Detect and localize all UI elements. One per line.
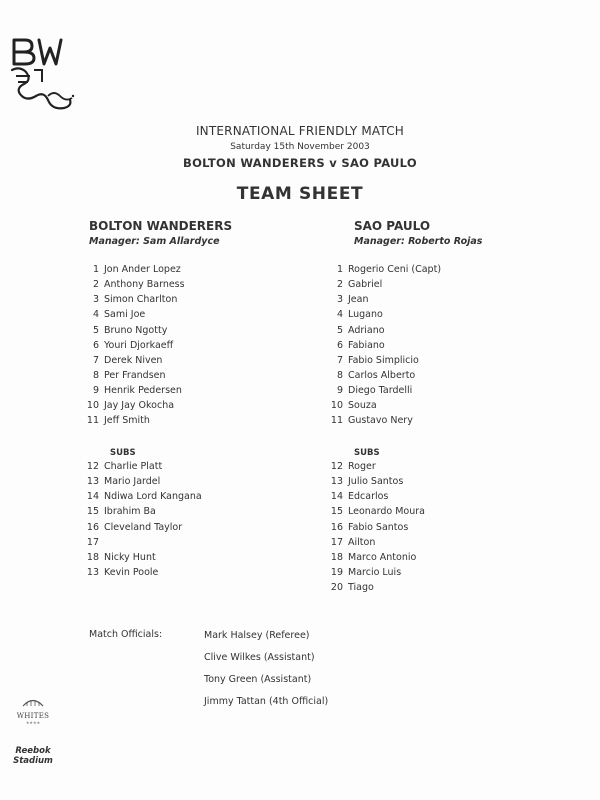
home-player-row	[83, 353, 185, 368]
shirt-number: 13	[86, 476, 99, 488]
shirt-number: 18	[330, 551, 343, 563]
away-player-row	[327, 292, 441, 307]
away-sub-row	[327, 520, 425, 535]
home-sub-row	[83, 520, 202, 535]
away-subs-heading: SUBS	[354, 448, 380, 458]
shirt-number: 5	[336, 324, 343, 336]
away-team-name: SAO PAULO	[354, 219, 431, 233]
away-player-row	[327, 277, 441, 292]
team-sheet-title: TEAM SHEET	[236, 184, 364, 204]
shirt-number: 16	[86, 521, 99, 533]
player-name: Gabriel	[348, 279, 383, 291]
shirt-number: 6	[92, 339, 99, 351]
shirt-number: 7	[92, 354, 99, 366]
club-crest-logo	[8, 36, 80, 136]
shirt-number: 3	[336, 294, 343, 306]
away-player-row	[327, 338, 441, 353]
shirt-number: 15	[86, 506, 99, 518]
shirt-number: 1	[92, 264, 99, 275]
hotel-logo-text: WHITES	[16, 712, 50, 720]
player-name: Souza	[348, 400, 377, 412]
home-subs-heading: SUBS	[110, 448, 136, 458]
official-assistant-1: Clive Wilkes (Assistant)	[204, 652, 315, 663]
shirt-number: 15	[330, 506, 343, 518]
player-name: Nicky Hunt	[104, 551, 156, 563]
shirt-number: 4	[92, 309, 99, 321]
player-name: Roger	[348, 461, 376, 472]
away-player-row	[327, 368, 441, 383]
hotel-stars-icon: ★★★★	[25, 720, 41, 725]
player-name: Jean	[348, 294, 369, 306]
player-name: Fabiano	[348, 339, 385, 351]
official-referee: Mark Halsey (Referee)	[204, 630, 310, 641]
away-sub-row	[327, 489, 425, 504]
home-sub-row	[83, 565, 202, 580]
home-sub-row	[83, 535, 202, 550]
home-sub-row	[83, 550, 202, 565]
shirt-number: 16	[330, 521, 343, 533]
shirt-number: 5	[92, 324, 99, 336]
shirt-number: 7	[336, 354, 343, 366]
shirt-number: 13	[86, 566, 99, 578]
away-player-row	[327, 262, 441, 277]
home-lineup-list	[83, 262, 185, 429]
player-name: Mario Jardel	[104, 476, 161, 488]
away-player-row	[327, 353, 441, 368]
away-sub-row	[327, 459, 425, 474]
home-sub-row	[83, 504, 202, 519]
shirt-number: 1	[336, 264, 343, 275]
home-player-row	[83, 368, 185, 383]
player-name: Ibrahim Ba	[104, 506, 156, 518]
home-sub-row	[83, 459, 202, 474]
player-name: Per Frandsen	[104, 369, 166, 381]
shirt-number: 12	[86, 461, 99, 472]
shirt-number: 6	[336, 339, 343, 351]
player-name: Charlie Platt	[104, 461, 163, 472]
away-player-row	[327, 413, 441, 428]
home-subs-list	[83, 459, 202, 580]
away-player-row	[327, 383, 441, 398]
home-player-row	[83, 262, 185, 277]
home-sub-row	[83, 489, 202, 504]
shirt-number: 9	[336, 385, 343, 397]
shirt-number: 19	[330, 566, 343, 578]
shirt-number: 9	[92, 385, 99, 397]
home-player-row	[83, 277, 185, 292]
shirt-number: 18	[86, 551, 99, 563]
player-name: Fabio Simplicio	[348, 354, 419, 366]
away-subs-list	[327, 459, 425, 595]
player-name: Edcarlos	[348, 491, 389, 503]
shirt-number: 11	[330, 415, 343, 427]
player-name: Kevin Poole	[104, 566, 159, 578]
away-sub-row	[327, 550, 425, 565]
official-assistant-2: Tony Green (Assistant)	[204, 674, 312, 685]
shirt-number: 2	[92, 279, 99, 291]
fixture-title: BOLTON WANDERERS v SAO PAULO	[183, 156, 417, 170]
home-team-name: BOLTON WANDERERS	[89, 219, 233, 233]
player-name: Tiago	[348, 582, 374, 594]
hotel-logo-icon	[21, 697, 45, 707]
player-name: Henrik Pedersen	[104, 385, 182, 397]
player-name: Bruno Ngotty	[104, 324, 168, 336]
away-sub-row	[327, 580, 425, 595]
shirt-number: 14	[86, 491, 99, 503]
away-player-row	[327, 323, 441, 338]
home-player-row	[83, 338, 185, 353]
official-fourth: Jimmy Tattan (4th Official)	[204, 696, 329, 707]
shirt-number: 11	[86, 415, 99, 427]
away-lineup-list	[327, 262, 441, 429]
player-name: Diego Tardelli	[348, 385, 413, 397]
player-name: Derek Niven	[104, 354, 163, 366]
player-name: Leonardo Moura	[348, 506, 425, 518]
player-name: Youri Djorkaeff	[104, 339, 174, 351]
away-manager: Manager: Roberto Rojas	[354, 236, 483, 247]
competition-heading: INTERNATIONAL FRIENDLY MATCH	[195, 124, 405, 138]
away-sub-row	[327, 565, 425, 580]
player-name: Simon Charlton	[104, 294, 178, 306]
home-sub-row	[83, 474, 202, 489]
shirt-number: 17	[86, 536, 99, 548]
shirt-number: 10	[86, 400, 99, 412]
stadium-logo-line1: Reebok	[15, 746, 51, 756]
player-name: Fabio Santos	[348, 521, 409, 533]
shirt-number: 3	[92, 294, 99, 306]
away-player-row	[327, 307, 441, 322]
player-name: Rogerio Ceni (Capt)	[348, 264, 442, 275]
player-name: Marco Antonio	[348, 551, 417, 563]
shirt-number: 8	[92, 369, 99, 381]
player-name: Sami Joe	[104, 309, 146, 321]
match-officials-list	[204, 629, 328, 717]
shirt-number: 4	[336, 309, 343, 321]
player-name: Jeff Smith	[104, 415, 150, 427]
away-sub-row	[327, 535, 425, 550]
player-name: Ailton	[348, 536, 376, 548]
player-name: Gustavo Nery	[348, 415, 413, 427]
player-name: Jon Ander Lopez	[104, 264, 181, 275]
sponsor-block	[8, 692, 58, 766]
away-sub-row	[327, 504, 425, 519]
player-name: Cleveland Taylor	[104, 521, 183, 533]
shirt-number: 8	[336, 369, 343, 381]
away-sub-row	[327, 474, 425, 489]
player-name: Carlos Alberto	[348, 369, 416, 381]
shirt-number: 14	[330, 491, 343, 503]
player-name: Lugano	[348, 309, 383, 321]
home-player-row	[83, 292, 185, 307]
shirt-number: 20	[330, 582, 343, 594]
shirt-number: 13	[330, 476, 343, 488]
player-name: Anthony Barness	[104, 279, 185, 291]
home-player-row	[83, 398, 185, 413]
shirt-number: 2	[336, 279, 343, 291]
player-name: Marcio Luis	[348, 566, 402, 578]
home-player-row	[83, 413, 185, 428]
player-name: Ndiwa Lord Kangana	[104, 491, 202, 503]
shirt-number: 10	[330, 400, 343, 412]
stadium-logo-line2: Stadium	[13, 756, 53, 766]
player-name: Adriano	[348, 324, 385, 336]
away-player-row	[327, 398, 441, 413]
home-player-row	[83, 383, 185, 398]
home-player-row	[83, 307, 185, 322]
shirt-number: 17	[330, 536, 343, 548]
home-manager: Manager: Sam Allardyce	[89, 236, 220, 247]
home-player-row	[83, 323, 185, 338]
shirt-number: 12	[330, 461, 343, 472]
player-name: Jay Jay Okocha	[104, 400, 175, 412]
match-officials-label: Match Officials:	[89, 629, 163, 640]
match-date: Saturday 15th November 2003	[230, 142, 370, 152]
player-name: Julio Santos	[348, 476, 404, 488]
